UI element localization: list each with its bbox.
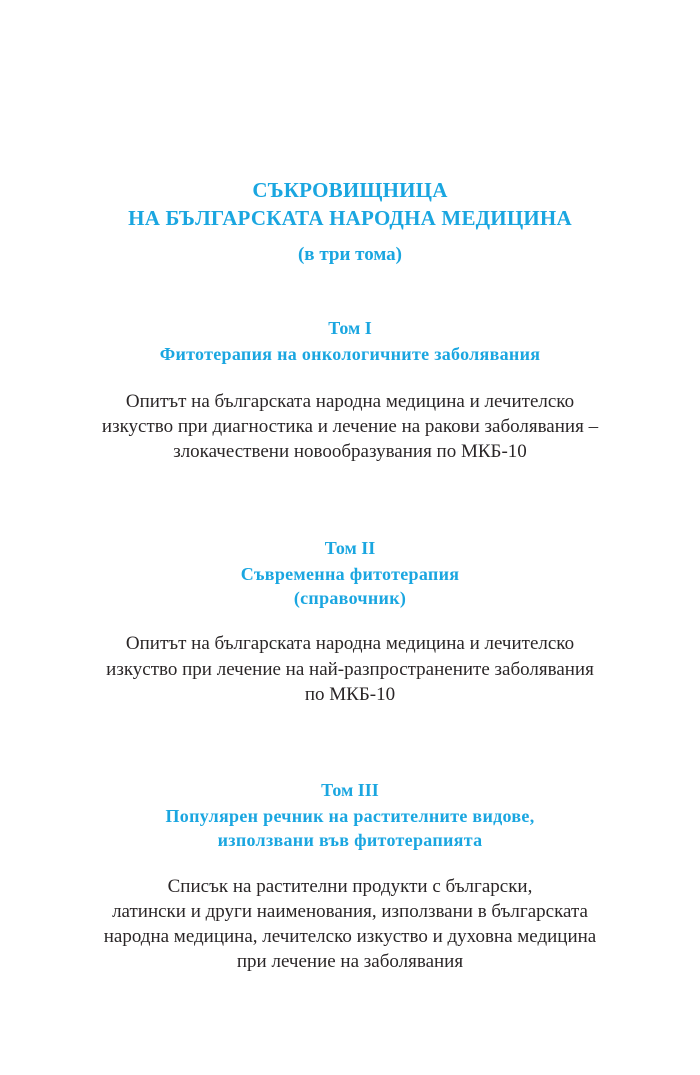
volume-2-number: Том II	[324, 538, 376, 558]
volume-3-description-line-3: народна медицина, лечителско изкуство и духовна медицина	[103, 926, 597, 947]
volume-3-title-line-2: използвани във фитотерапията	[217, 830, 483, 850]
volume-2-title-line-2: (справочник)	[293, 588, 407, 608]
volume-3-title-line-1: Популярен речник на растителните видове,	[165, 806, 535, 826]
volume-3-description-line-1: Списък на растителни продукти с български,	[167, 876, 533, 897]
series-title-line-2: НА БЪЛГАРСКАТА НАРОДНА МЕДИЦИНА	[128, 206, 572, 230]
volume-1-number: Том I	[328, 318, 372, 338]
volume-2-description-line-1: Опитът на българската народна медицина и лечителско	[125, 633, 575, 654]
series-title-line-1: СЪКРОВИЩНИЦА	[252, 178, 448, 202]
volume-3-description-line-4: при лечение на заболявания	[236, 951, 464, 972]
volume-2-description-line-2: изкуство при лечение на най-разпространените заболявания	[106, 659, 594, 680]
volume-1-description-line-2: изкуство при диагностика и лечение на ракови заболявания –	[101, 416, 599, 437]
volume-3-number: Том III	[321, 780, 379, 800]
series-subtitle: (в три тома)	[297, 244, 403, 265]
volume-3-description-line-2: латински и други наименования, използвани в българската	[112, 901, 588, 922]
volume-2-title-line-1: Съвременна фитотерапия	[240, 564, 460, 584]
volume-1-description-line-1: Опитът на българската народна медицина и лечителско	[125, 391, 575, 412]
volume-2-description-line-3: по МКБ-10	[304, 684, 396, 705]
volume-1-description-line-3: злокачествени новообразувания по МКБ-10	[173, 441, 527, 462]
volume-1-title: Фитотерапия на онкологичните заболявания	[159, 344, 541, 364]
